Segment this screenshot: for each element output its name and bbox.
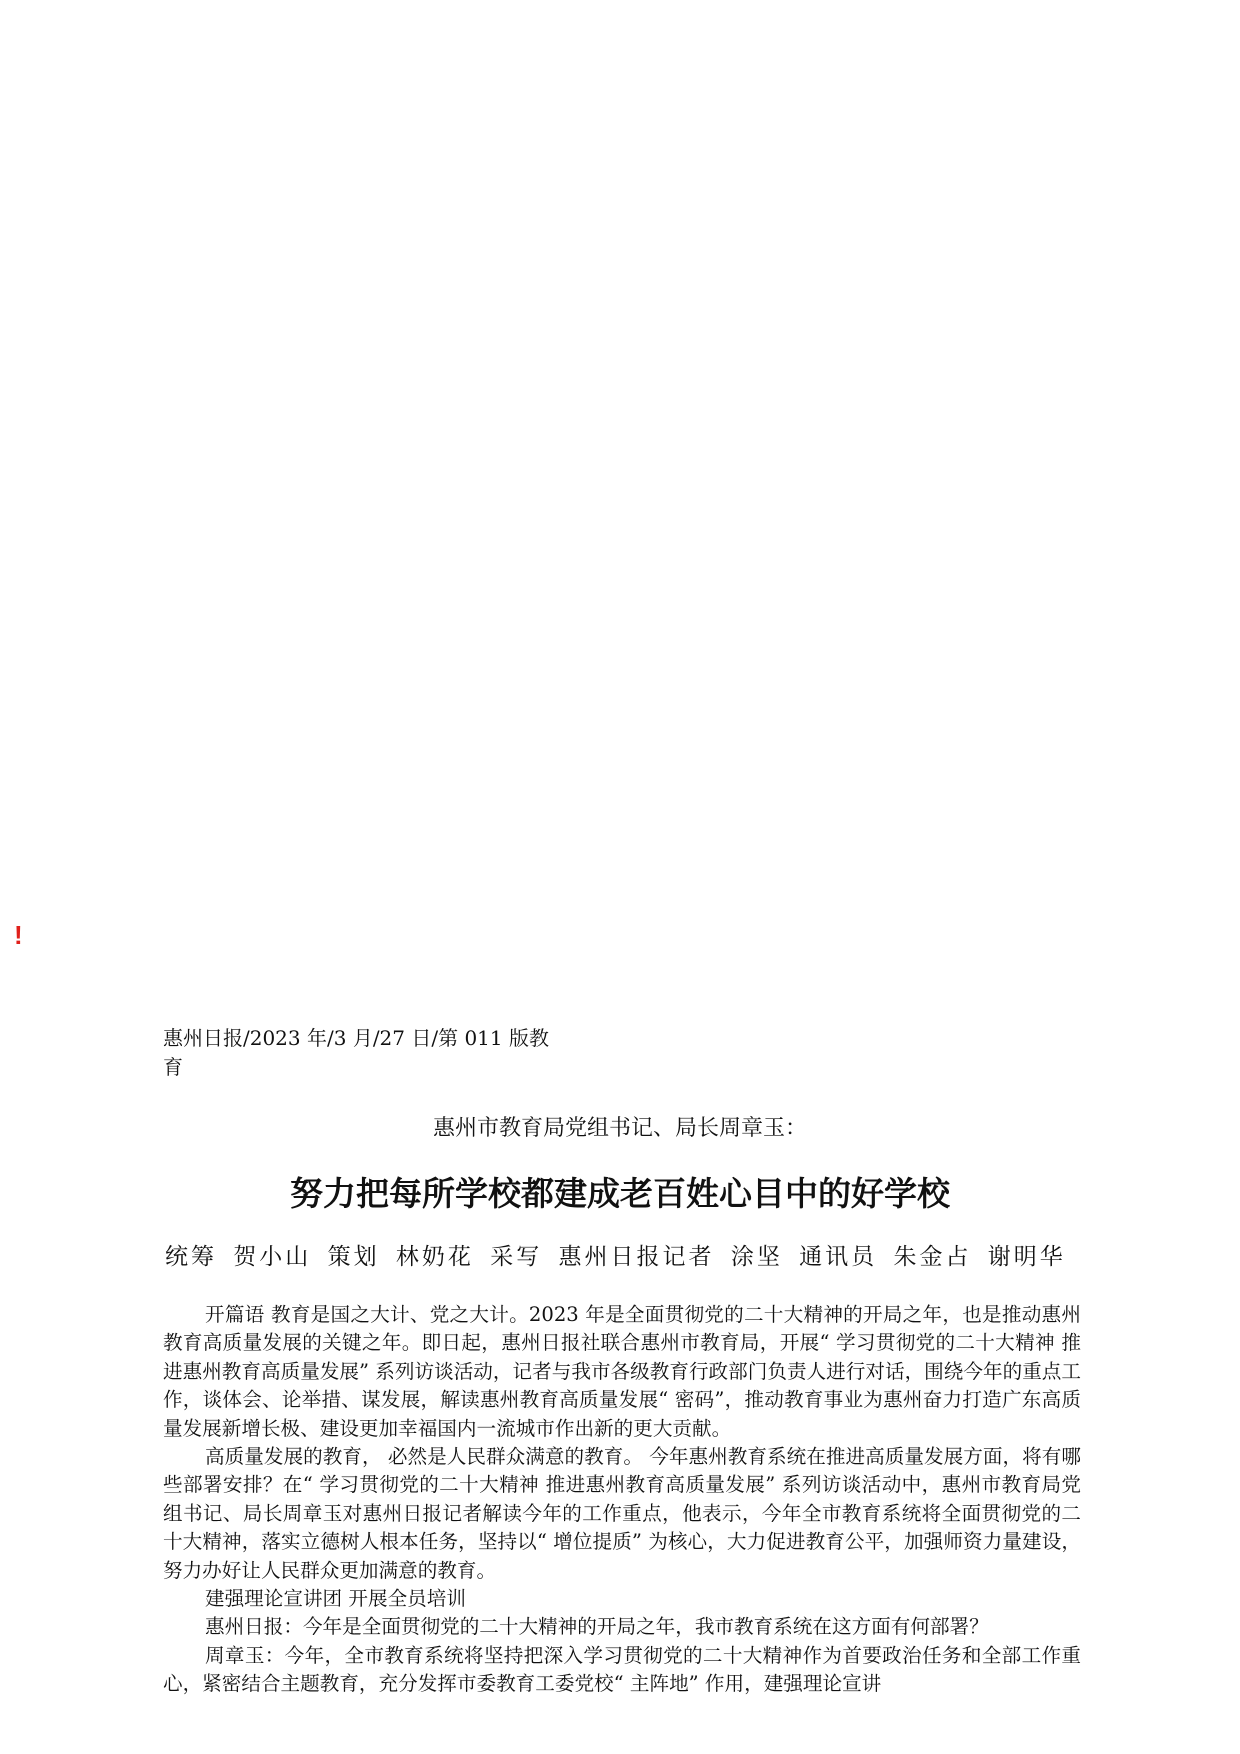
red-exclamation-mark: ! — [14, 920, 23, 950]
intro-paragraph: 开篇语 教育是国之大计、党之大计。2023 年是全面贯彻党的二十大精神的开局之年，也是推动惠州教育高质量发展的关键之年。即日起，惠州日报社联合惠州市教育局，开展“ 学习贯彻党的二十大精神 推进惠州教育高质量发展” 系列访谈活动，记者与我市各级教育行政部门负责人进行对话，围绕今年的重点工作，谈体会、论举措、谋发展，解读惠州教育高质量发展“ 密码”，推动教育事业为惠州奋力打造广东高质量发展新增长极、建设更加幸福国内一流城市作出新的更大贡献。 — [163, 1303, 1081, 1440]
section-heading: 建强理论宣讲团 开展全员培训 — [205, 1587, 466, 1611]
article-title: 努力把每所学校都建成老百姓心目中的好学校 — [290, 1174, 950, 1213]
article-subtitle: 惠州市教育局党组书记、局长周章玉： — [432, 1116, 807, 1141]
interview-answer: 周章玉：今年，全市教育系统将坚持把深入学习贯彻党的二十大精神作为首要政治任务和全部工作重心，紧密结合主题教育，充分发挥市委教育工委党校“ 主阵地” 作用，建强理论宣讲 — [163, 1643, 1081, 1696]
article-body — [163, 1301, 1081, 1699]
article-source-line: 惠州日报/2023 年/3 月/27 日/第 011 版教育 — [163, 1026, 549, 1079]
interview-question: 惠州日报：今年是全面贯彻党的二十大精神的开局之年，我市教育系统在这方面有何部署？ — [205, 1615, 989, 1639]
lead-paragraph: 高质量发展的教育， 必然是人民群众满意的教育。 今年惠州教育系统在推进高质量发展方面，将有哪些部署安排？在“ 学习贯彻党的二十大精神 推进惠州教育高质量发展” 系列访谈活动中，惠州市教育局党组书记、局长周章玉对惠州日报记者解读今年的工作重点，他表示，今年全市教育系统将全面贯彻党的二十大精神，落实立德树人根本任务，坚持以“ 增位提质” 为核心，大力促进教育公平，加强师资力量建设，努力办好让人民群众更加满意的教育。 — [163, 1445, 1081, 1582]
article-credits: 统筹 贺小山 策划 林奶花 采写 惠州日报记者 涂坚 通讯员 朱金占 谢明华 — [165, 1244, 1066, 1270]
